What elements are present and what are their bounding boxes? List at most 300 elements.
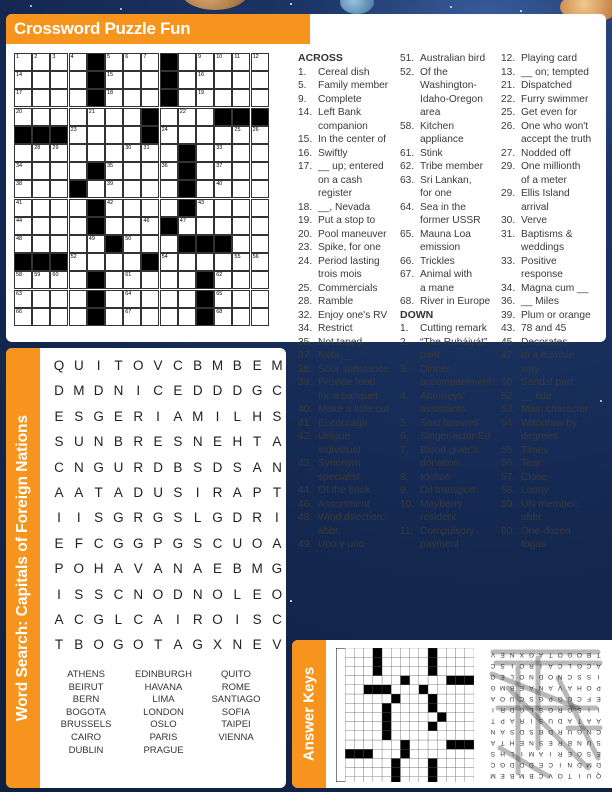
crossword-cell[interactable] [214,53,232,71]
crossword-cell[interactable] [105,108,123,126]
word-search-letter[interactable]: G [251,383,263,399]
crossword-cell[interactable] [50,53,68,71]
word-search-letter[interactable]: O [251,535,263,551]
crossword-cell[interactable] [123,253,141,271]
word-search-letter[interactable]: N [192,434,203,450]
crossword-cell[interactable] [160,180,178,198]
crossword-cell[interactable] [69,217,87,235]
crossword-cell[interactable] [69,108,87,126]
word-search-letter[interactable]: C [272,383,282,399]
word-search-letter[interactable]: U [73,434,84,450]
crossword-cell[interactable] [69,162,87,180]
crossword-cell[interactable] [123,53,141,71]
crossword-cell[interactable] [50,235,68,253]
crossword-cell[interactable] [178,290,196,308]
word-search-letter[interactable]: A [153,561,163,577]
word-search-letter[interactable]: D [173,586,183,602]
crossword-cell[interactable] [178,126,196,144]
word-search-letter[interactable]: N [232,637,243,653]
crossword-cell[interactable] [14,89,32,107]
word-search-letter[interactable]: P [153,535,163,551]
crossword-cell[interactable] [105,89,123,107]
word-search-letter[interactable]: S [173,485,183,500]
crossword-cell[interactable] [141,235,159,253]
crossword-cell[interactable] [69,235,87,253]
crossword-cell[interactable] [232,308,250,326]
word-search-letter[interactable]: C [73,612,84,627]
crossword-cell[interactable] [232,89,250,107]
word-search-letter[interactable]: I [57,510,61,526]
crossword-cell[interactable] [141,89,159,107]
word-search-letter[interactable]: V [153,358,163,373]
crossword-cell[interactable] [214,271,232,289]
word-search-letter[interactable]: C [173,358,183,373]
word-search-letter[interactable]: O [152,586,164,602]
word-search-letter[interactable]: S [193,459,203,475]
word-search-letter[interactable]: E [252,586,262,602]
word-search-letter[interactable]: O [73,561,85,577]
crossword-cell[interactable] [214,89,232,107]
crossword-cell[interactable] [32,108,50,126]
crossword-cell[interactable] [160,108,178,126]
crossword-cell[interactable] [50,271,68,289]
word-search-letter[interactable]: S [272,408,282,424]
crossword-cell[interactable] [50,144,68,162]
crossword-cell[interactable] [196,217,214,235]
crossword-cell[interactable] [69,199,87,217]
crossword-cell[interactable] [14,199,32,217]
word-search-letter[interactable]: B [193,358,203,373]
crossword-cell[interactable] [105,126,123,144]
word-search-letter[interactable]: S [74,586,84,602]
crossword-cell[interactable] [123,290,141,308]
word-search-letter[interactable]: E [54,535,64,551]
crossword-cell[interactable] [14,144,32,162]
crossword-cell[interactable] [87,108,105,126]
crossword-cell[interactable] [160,235,178,253]
crossword-cell[interactable] [14,180,32,198]
word-search-letter[interactable]: P [54,561,64,577]
word-search-letter[interactable]: A [74,485,84,500]
crossword-cell[interactable] [251,89,269,107]
crossword-cell[interactable] [69,253,87,271]
word-search-letter[interactable]: H [93,561,104,577]
crossword-cell[interactable] [14,290,32,308]
crossword-cell[interactable] [50,199,68,217]
word-search-letter[interactable]: G [113,535,124,551]
word-search-letter[interactable]: U [153,485,163,500]
crossword-cell[interactable] [141,144,159,162]
word-search-letter[interactable]: D [133,485,144,500]
word-search-letter[interactable]: E [54,408,64,424]
word-search-letter[interactable]: B [173,459,183,475]
word-search-letter[interactable]: C [153,383,163,399]
crossword-cell[interactable] [160,308,178,326]
word-search-letter[interactable]: I [136,383,141,399]
word-search-letter[interactable]: G [172,535,184,551]
word-search-letter[interactable]: C [93,535,104,551]
word-search-letter[interactable]: V [272,637,282,653]
crossword-cell[interactable] [123,71,141,89]
crossword-cell[interactable] [69,71,87,89]
crossword-cell[interactable] [141,308,159,326]
crossword-cell[interactable] [69,53,87,71]
crossword-cell[interactable] [251,271,269,289]
crossword-cell[interactable] [105,180,123,198]
crossword-cell[interactable] [141,217,159,235]
crossword-cell[interactable] [214,253,232,271]
word-search-letter[interactable]: U [113,459,124,475]
word-search-letter[interactable]: A [173,408,183,424]
crossword-cell[interactable] [50,89,68,107]
crossword-cell[interactable] [105,71,123,89]
word-search-letter[interactable]: I [175,612,180,627]
word-search-letter[interactable]: S [54,434,64,450]
crossword-cell[interactable] [32,162,50,180]
crossword-cell[interactable] [214,162,232,180]
word-search-letter[interactable]: D [192,383,203,399]
word-search-letter[interactable]: N [173,561,183,577]
word-search-letter[interactable]: N [272,459,282,475]
word-search-letter[interactable]: A [54,485,64,500]
crossword-cell[interactable] [105,308,123,326]
word-search-letter[interactable]: G [93,612,104,627]
crossword-cell[interactable] [50,308,68,326]
word-search-letter[interactable]: R [133,459,144,475]
word-search-letter[interactable]: A [232,485,242,500]
crossword-cell[interactable] [123,89,141,107]
crossword-cell[interactable] [196,71,214,89]
crossword-cell[interactable] [87,144,105,162]
word-search-letter[interactable]: T [253,434,262,450]
word-search-letter[interactable]: D [93,383,104,399]
crossword-cell[interactable] [251,217,269,235]
word-search-letter[interactable]: S [74,408,84,424]
crossword-cell[interactable] [32,89,50,107]
word-search-letter[interactable]: A [193,561,203,577]
crossword-cell[interactable] [196,199,214,217]
crossword-cell[interactable] [160,144,178,162]
crossword-cell[interactable] [178,217,196,235]
crossword-cell[interactable] [123,162,141,180]
crossword-cell[interactable] [178,271,196,289]
word-search-letter[interactable]: D [54,383,64,399]
word-search-letter[interactable]: S [173,434,183,450]
word-search-letter[interactable]: M [73,383,85,399]
crossword-cell[interactable] [105,199,123,217]
word-search-letter[interactable]: U [232,535,243,551]
crossword-cell[interactable] [123,217,141,235]
crossword-cell[interactable] [32,144,50,162]
crossword-cell[interactable] [14,53,32,71]
word-search-letter[interactable]: R [252,510,262,526]
crossword-cell[interactable] [232,290,250,308]
crossword-cell[interactable] [196,162,214,180]
word-search-letter[interactable]: I [76,510,81,526]
word-search-letter[interactable]: B [232,561,242,577]
word-search-letter[interactable]: I [195,485,200,500]
crossword-cell[interactable] [123,308,141,326]
word-search-letter[interactable]: I [96,358,101,373]
crossword-cell[interactable] [160,126,178,144]
crossword-cell[interactable] [14,217,32,235]
word-search-letter[interactable]: P [252,485,262,500]
crossword-cell[interactable] [123,235,141,253]
crossword-cell[interactable] [232,217,250,235]
word-search-letter[interactable]: N [133,586,144,602]
crossword-cell[interactable] [178,253,196,271]
word-search-letter[interactable]: B [74,637,84,653]
crossword-cell[interactable] [214,290,232,308]
word-search-letter[interactable]: N [73,459,84,475]
word-search-letter[interactable]: A [252,459,262,475]
crossword-cell[interactable] [32,71,50,89]
crossword-cell[interactable] [196,126,214,144]
word-search-letter[interactable]: V [133,561,143,577]
crossword-cell[interactable] [178,108,196,126]
crossword-cell[interactable] [105,217,123,235]
crossword-cell[interactable] [178,308,196,326]
word-search-letter[interactable]: G [132,535,144,551]
crossword-cell[interactable] [105,290,123,308]
word-search-letter[interactable]: N [192,586,203,602]
word-search-letter[interactable]: D [212,459,223,475]
word-search-letter[interactable]: L [233,408,242,424]
word-search-letter[interactable]: E [153,434,163,450]
word-search-letter[interactable]: B [232,358,242,373]
crossword-cell[interactable] [87,180,105,198]
crossword-cell[interactable] [232,53,250,71]
word-search-letter[interactable]: G [93,459,104,475]
crossword-cell[interactable] [178,89,196,107]
word-search-letter[interactable]: A [153,612,163,627]
word-search-letter[interactable]: O [212,612,223,627]
crossword-cell[interactable] [251,180,269,198]
word-search-letter[interactable]: C [212,535,223,551]
crossword-cell[interactable] [141,71,159,89]
word-search-letter[interactable]: C [133,612,144,627]
word-search-letter[interactable]: H [252,408,262,424]
crossword-cell[interactable] [251,290,269,308]
crossword-cell[interactable] [105,144,123,162]
word-search-letter[interactable]: M [192,408,204,424]
word-search-letter[interactable]: R [192,612,203,627]
crossword-cell[interactable] [141,180,159,198]
crossword-cell[interactable] [214,217,232,235]
word-search-letter[interactable]: T [153,637,163,653]
crossword-cell[interactable] [14,162,32,180]
crossword-cell[interactable] [69,290,87,308]
word-search-letter[interactable]: S [173,510,183,526]
word-search-letter[interactable]: I [235,612,240,627]
crossword-cell[interactable] [232,199,250,217]
crossword-cell[interactable] [87,235,105,253]
crossword-cell[interactable] [32,235,50,253]
crossword-cell[interactable] [32,271,50,289]
word-search-letter[interactable]: I [57,586,61,602]
word-search-letter[interactable]: A [113,485,123,500]
crossword-cell[interactable] [214,71,232,89]
crossword-cell[interactable] [14,271,32,289]
word-search-letter[interactable]: M [271,358,283,373]
crossword-cell[interactable] [14,308,32,326]
crossword-cell[interactable] [232,271,250,289]
crossword-cell[interactable] [232,235,250,253]
word-search-letter[interactable]: N [93,434,104,450]
crossword-cell[interactable] [32,180,50,198]
word-search-letter[interactable]: C [113,586,124,602]
crossword-cell[interactable] [232,253,250,271]
word-search-letter[interactable]: L [114,612,123,627]
word-search-letter[interactable]: R [133,408,144,424]
word-search-letter[interactable]: G [212,510,223,526]
crossword-cell[interactable] [141,53,159,71]
crossword-cell[interactable] [105,253,123,271]
crossword-cell[interactable] [196,108,214,126]
crossword-cell[interactable] [123,144,141,162]
crossword-cell[interactable] [251,126,269,144]
word-search-letter[interactable]: H [232,434,243,450]
word-search-letter[interactable]: D [232,383,243,399]
crossword-cell[interactable] [50,290,68,308]
crossword-cell[interactable] [123,108,141,126]
word-search-letter[interactable]: E [252,358,262,373]
crossword-cell[interactable] [105,162,123,180]
word-search-letter[interactable]: M [211,358,224,373]
word-search-letter[interactable]: D [212,383,223,399]
crossword-cell[interactable] [141,290,159,308]
word-search-letter[interactable]: A [54,612,64,627]
crossword-cell[interactable] [69,126,87,144]
crossword-cell[interactable] [251,199,269,217]
crossword-cell[interactable] [123,180,141,198]
crossword-cell[interactable] [196,180,214,198]
crossword-cell[interactable] [32,308,50,326]
word-search-letter[interactable]: G [113,637,124,653]
word-search-letter[interactable]: D [232,510,243,526]
word-search-letter[interactable]: G [113,510,124,526]
crossword-cell[interactable] [214,199,232,217]
word-search-letter[interactable]: C [54,459,64,475]
crossword-cell[interactable] [196,144,214,162]
crossword-cell[interactable] [178,53,196,71]
crossword-cell[interactable] [251,253,269,271]
word-search-letter[interactable]: O [212,586,223,602]
crossword-cell[interactable] [14,235,32,253]
crossword-cell[interactable] [69,308,87,326]
crossword-cell[interactable] [251,162,269,180]
word-search-letter[interactable]: B [113,434,123,450]
word-search-letter[interactable]: C [272,612,282,627]
word-search-letter[interactable]: E [173,383,183,399]
word-search-letter[interactable]: G [192,637,203,653]
word-search-letter[interactable]: R [133,434,144,450]
word-search-letter[interactable]: E [212,434,222,450]
word-search-letter[interactable]: I [275,510,279,526]
crossword-cell[interactable] [232,180,250,198]
crossword-cell[interactable] [251,308,269,326]
crossword-cell[interactable] [232,126,250,144]
crossword-cell[interactable] [196,253,214,271]
word-search-letter[interactable]: U [73,358,84,373]
crossword-cell[interactable] [32,199,50,217]
word-search-letter[interactable]: E [252,637,262,653]
crossword-cell[interactable] [232,71,250,89]
word-search-letter[interactable]: T [114,358,123,373]
crossword-cell[interactable] [251,144,269,162]
crossword-cell[interactable] [232,162,250,180]
crossword-cell[interactable] [123,271,141,289]
crossword-cell[interactable] [105,271,123,289]
word-search-letter[interactable]: I [215,408,220,424]
crossword-cell[interactable] [69,271,87,289]
word-search-letter[interactable]: T [54,637,64,653]
word-search-letter[interactable]: E [212,561,222,577]
crossword-cell[interactable] [32,217,50,235]
crossword-cell[interactable] [251,53,269,71]
crossword-cell[interactable] [160,290,178,308]
crossword-cell[interactable] [32,290,50,308]
word-search-letter[interactable]: A [272,434,282,450]
crossword-cell[interactable] [87,126,105,144]
word-search-letter[interactable]: R [133,510,144,526]
crossword-cell[interactable] [50,71,68,89]
crossword-cell[interactable] [141,162,159,180]
crossword-cell[interactable] [196,89,214,107]
crossword-cell[interactable] [50,217,68,235]
word-search-letter[interactable]: Q [53,358,65,373]
crossword-cell[interactable] [160,271,178,289]
word-search-letter[interactable]: O [132,637,144,653]
crossword-cell[interactable] [214,180,232,198]
crossword-cell[interactable] [251,235,269,253]
crossword-cell[interactable] [214,308,232,326]
word-search-letter[interactable]: T [272,485,282,500]
word-search-letter[interactable]: T [94,485,103,500]
word-search-letter[interactable]: O [132,358,144,373]
word-search-letter[interactable]: L [193,510,202,526]
word-search-letter[interactable]: O [271,586,283,602]
word-search-letter[interactable]: F [74,535,83,551]
word-search-letter[interactable]: R [212,485,223,500]
crossword-cell[interactable] [160,253,178,271]
crossword-cell[interactable] [50,180,68,198]
word-search-letter[interactable]: A [272,535,282,551]
word-search-letter[interactable]: G [152,510,164,526]
crossword-cell[interactable] [14,108,32,126]
word-search-letter[interactable]: A [113,561,123,577]
crossword-cell[interactable] [105,53,123,71]
crossword-cell[interactable] [32,53,50,71]
word-search-letter[interactable]: G [271,561,283,577]
crossword-cell[interactable] [69,144,87,162]
crossword-cell[interactable] [14,71,32,89]
word-search-letter[interactable]: X [212,637,222,653]
word-search-letter[interactable]: S [94,510,104,526]
word-search-letter[interactable]: L [233,586,242,602]
word-search-letter[interactable]: S [252,612,262,627]
crossword-cell[interactable] [87,253,105,271]
crossword-cell[interactable] [214,126,232,144]
word-search-letter[interactable]: M [251,561,263,577]
crossword-cell[interactable] [160,199,178,217]
crossword-cell[interactable] [69,89,87,107]
word-search-letter[interactable]: S [94,586,104,602]
crossword-cell[interactable] [141,271,159,289]
crossword-cell[interactable] [196,53,214,71]
crossword-cell[interactable] [178,71,196,89]
crossword-cell[interactable] [251,71,269,89]
